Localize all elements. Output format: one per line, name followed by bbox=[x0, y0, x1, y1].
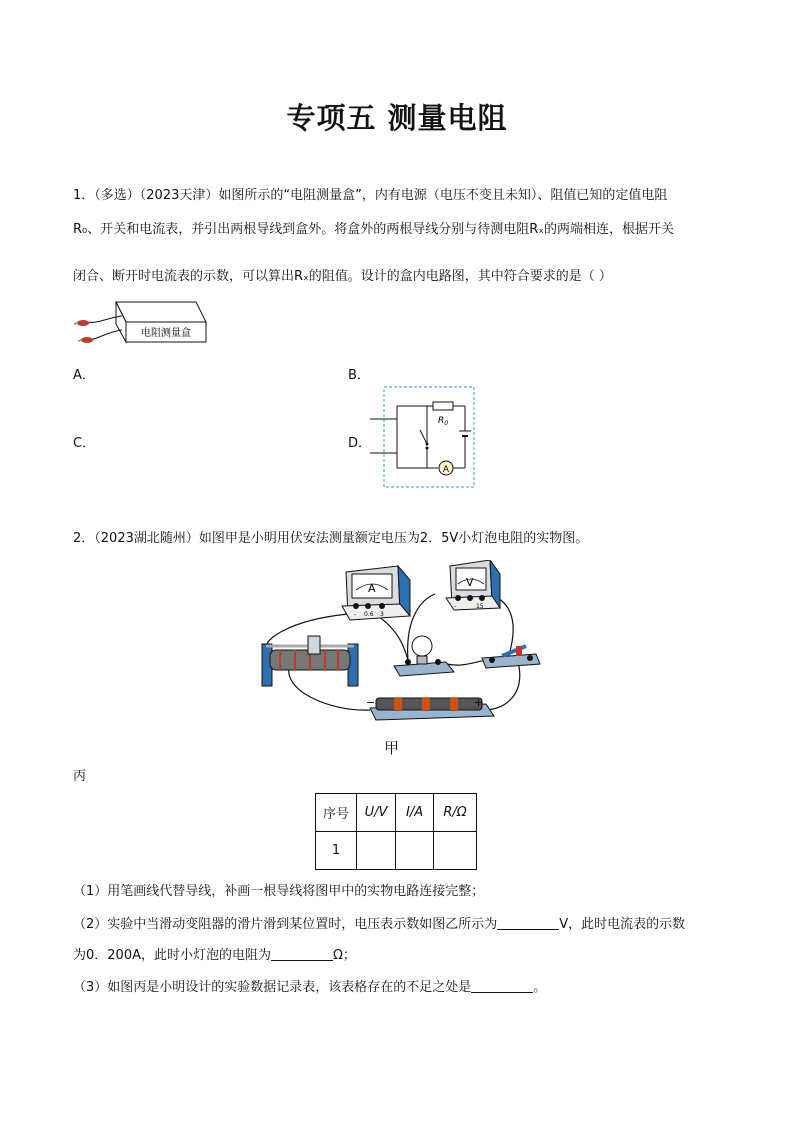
voltmeter-letter: V bbox=[466, 576, 474, 589]
ammeter-terminal-06: 0.6 bbox=[364, 611, 374, 618]
measuring-box-label: 电阻测量盒 bbox=[141, 328, 191, 339]
q2-sub2-text-a: （2）实验中当滑动变阻器的滑片滑到某位置时，电压表示数如图乙所示为 bbox=[73, 917, 498, 932]
page-title: 专项五 测量电阻 bbox=[286, 101, 508, 135]
voltmeter-terminal-neg: - bbox=[454, 603, 457, 610]
battery-plus: + bbox=[474, 696, 484, 709]
record-table-header-row bbox=[316, 794, 477, 832]
q2-sub2-text-c: 为0．200A，此时小灯泡的电阻为 bbox=[73, 948, 271, 963]
q1-option-c-label: C． bbox=[73, 436, 96, 451]
ammeter-terminal-neg: - bbox=[354, 611, 357, 618]
table-header-current: I/A bbox=[395, 794, 433, 832]
answer-blank-resistance[interactable] bbox=[271, 948, 333, 961]
resistor-r0-label: $R_0$ bbox=[438, 416, 449, 427]
table-header-index: 序号 bbox=[316, 794, 357, 832]
table-bing-caption: 丙 bbox=[73, 769, 87, 784]
ammeter-terminal-3: 3 bbox=[380, 611, 384, 618]
table-header-resistance: R/Ω bbox=[434, 794, 477, 832]
answer-blank-voltage[interactable] bbox=[497, 917, 559, 930]
q1-option-d-label: D． bbox=[348, 436, 372, 451]
figure-jia-caption: 甲 bbox=[384, 739, 400, 757]
q1-option-b-label: B． bbox=[348, 368, 370, 383]
q1-stem-line2: R₀、开关和电流表，并引出两根导线到盒外。将盒外的两根导线分别与待测电阻Rₓ的两端相连，根据开关 bbox=[73, 222, 675, 237]
q2-sub2-text-b: V，此时电流表的示数 bbox=[559, 917, 686, 932]
q2-stem: 2．（2023湖北随州）如图甲是小明用伏安法测量额定电压为2．5V小灯泡电阻的实物图。 bbox=[73, 531, 589, 546]
q2-sub2-text-d: Ω； bbox=[332, 948, 356, 963]
q2-sub3 bbox=[73, 980, 546, 994]
voltmeter-terminal-15: 15 bbox=[476, 603, 484, 610]
table-header-voltage: U/V bbox=[357, 794, 396, 832]
table-row bbox=[316, 832, 477, 870]
table-cell bbox=[434, 832, 477, 870]
ammeter-letter: A bbox=[368, 582, 376, 595]
q2-sub1: （1）用笔画线代替导线，补画一根导线将图甲中的实物电路连接完整； bbox=[73, 884, 485, 899]
q2-sub3-text-b: 。 bbox=[533, 980, 547, 995]
battery-minus: − bbox=[366, 696, 376, 709]
table-cell bbox=[357, 832, 396, 870]
measuring-box-figure bbox=[72, 298, 212, 348]
ammeter-symbol-label: A bbox=[442, 465, 450, 475]
q2-sub2-line2 bbox=[73, 948, 356, 962]
q2-sub2-line1 bbox=[73, 917, 685, 931]
q1-option-a-label: A． bbox=[73, 368, 95, 383]
q1-stem-line1: 1．（多选）（2023天津）如图所示的“电阻测量盒”，内有电源（电压不变且未知）、阻值已知的定值电阻 bbox=[73, 188, 668, 203]
record-table bbox=[315, 793, 477, 870]
q1-stem-line3: 闭合、断开时电流表的示数，可以算出Rₓ的阻值。设计的盒内电路图，其中符合要求的是（ ） bbox=[73, 269, 612, 284]
table-cell: 1 bbox=[316, 832, 357, 870]
q1-circuit-diagram bbox=[368, 386, 478, 490]
answer-blank-table-deficiency[interactable] bbox=[471, 980, 533, 993]
q2-sub3-text-a: （3）如图丙是小明设计的实验数据记录表，该表格存在的不足之处是 bbox=[73, 980, 472, 995]
q2-physical-circuit-figure bbox=[250, 560, 550, 750]
table-cell bbox=[395, 832, 433, 870]
